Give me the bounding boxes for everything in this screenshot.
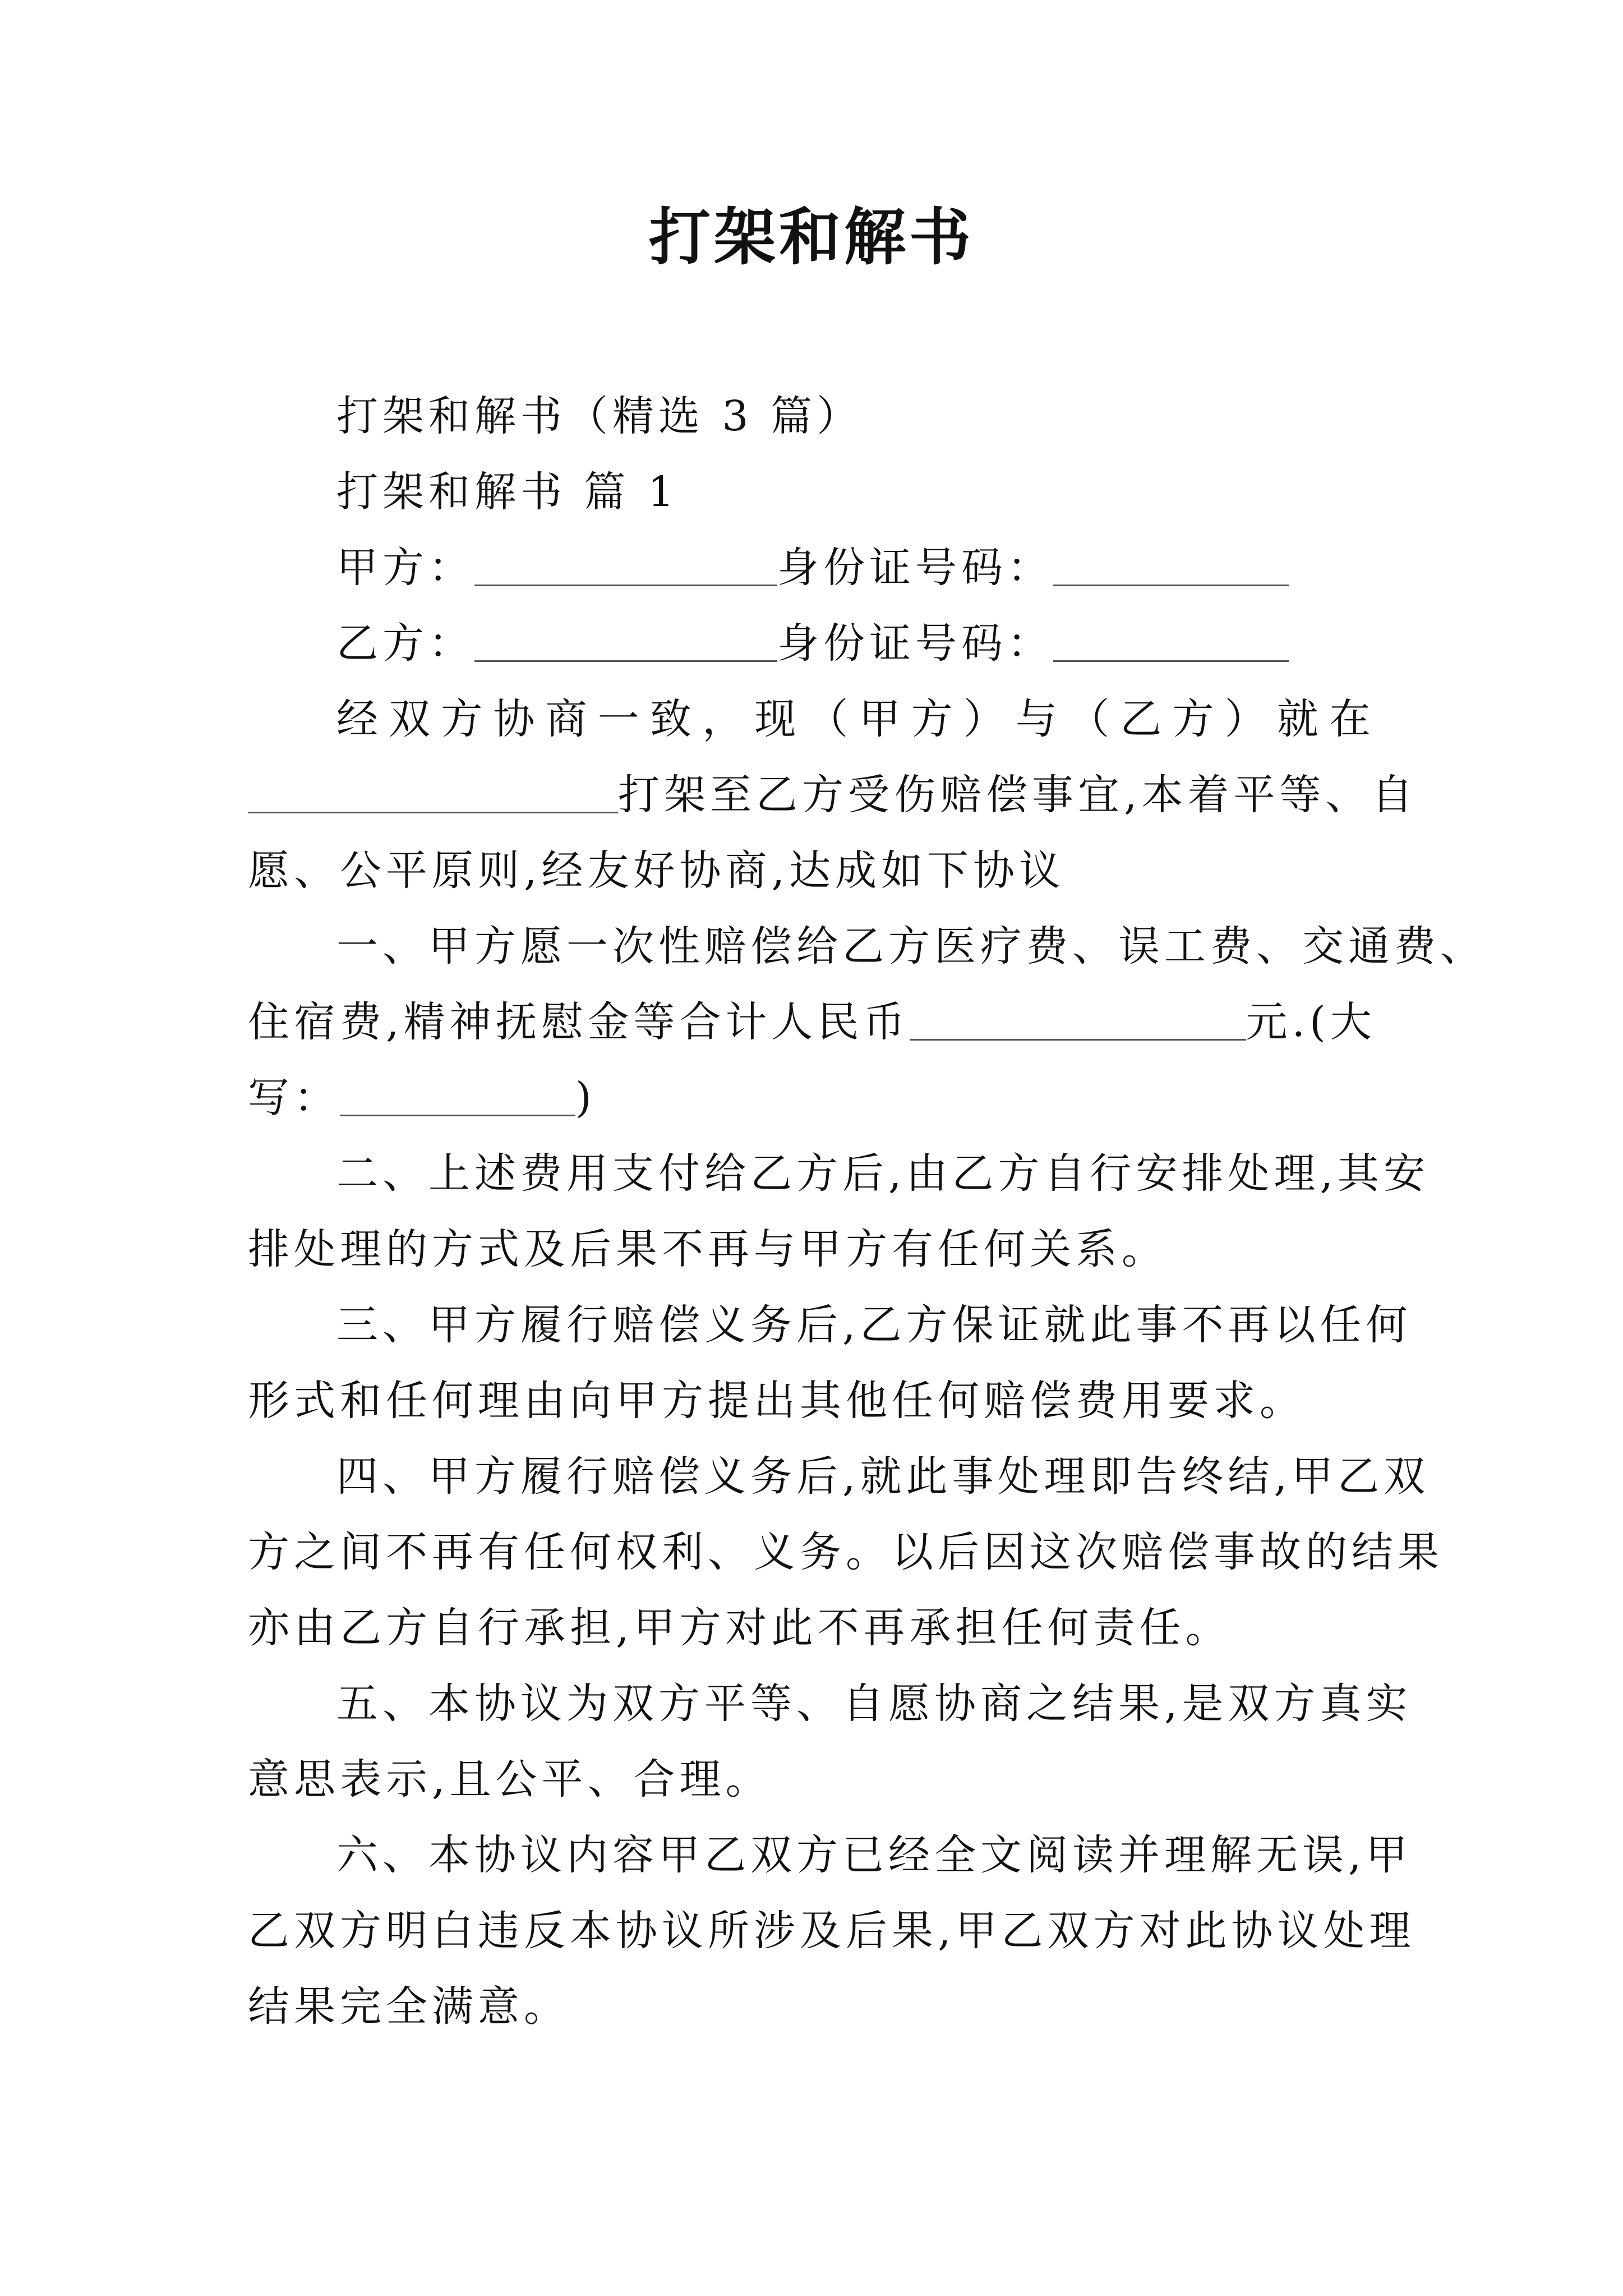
party-a-name-blank [474, 551, 777, 586]
clause-5-line-2: 意思表示,且公平、合理。 [248, 1755, 772, 1803]
clause-2-line-1: 二、上述费用支付给乙方后,由乙方自行安排处理,其安 [336, 1149, 1430, 1198]
amount-uppercase-blank [340, 1081, 575, 1116]
intro-line-1-char: （ [1068, 695, 1114, 743]
clause-3-line-2: 形式和任何理由向甲方提出其他任何赔偿费用要求。 [248, 1377, 1306, 1425]
clause-6-line-2: 乙双方明白违反本协议所涉及后果,甲乙双方对此协议处理 [248, 1907, 1415, 1955]
clause-4-line-2: 方之间不再有任何权利、义务。以后因这次赔偿事故的结果 [248, 1528, 1444, 1576]
intro-line-1-char: 在 [1329, 695, 1375, 743]
clause-1-line-1: 一、甲方愿一次性赔偿给乙方医疗费、误工费、交通费、 [336, 922, 1486, 970]
intro-line-1-char: ， [702, 695, 749, 743]
document-title: 打架和解书 [649, 201, 974, 273]
location-blank [248, 778, 618, 813]
intro-line-1-char: 商 [545, 695, 592, 743]
party-b-name-blank [474, 627, 777, 662]
clause-3-line-1: 三、甲方履行赔偿义务后,乙方保证就此事不再以任何 [336, 1301, 1412, 1349]
intro-line-1-char: 乙 [1120, 695, 1166, 743]
clause-1-line-2-tail: 元.(大 [1246, 998, 1376, 1046]
intro-line-1-char: 一 [597, 695, 644, 743]
intro-line-2 [248, 757, 1418, 833]
intro-line-2-text: 打架至乙方受伤赔偿事宜,本着平等、自 [618, 771, 1418, 819]
intro-line-1-char: 方 [911, 695, 957, 743]
intro-line-1-char: 就 [1276, 695, 1323, 743]
document-body [248, 379, 1486, 2045]
clause-6-line-3: 结果完全满意。 [248, 1982, 570, 2031]
intro-line-1-char: 现 [754, 695, 801, 743]
party-a-id-label: 身份证号码： [777, 544, 1053, 592]
party-b-row [248, 606, 1375, 682]
party-a-row [248, 530, 1375, 606]
subtitle: 打架和解书（精选 3 篇） [336, 392, 863, 440]
party-b-id-label: 身份证号码： [777, 619, 1053, 668]
party-a-id-blank [1053, 551, 1289, 586]
clause-1-line-3-head: 写： [248, 1074, 340, 1122]
clause-1-line-2-head: 住宿费,精神抚慰金等合计人民币 [248, 998, 910, 1046]
intro-line-1-char: ） [1224, 695, 1271, 743]
amount-blank [910, 1005, 1246, 1041]
clause-1-line-2 [248, 984, 1375, 1060]
intro-line-3: 愿、公平原则,经友好协商,达成如下协议 [248, 846, 1066, 895]
intro-line-1-char: 方 [441, 695, 487, 743]
clause-4-line-3: 亦由乙方自行承担,甲方对此不再承担任何责任。 [248, 1604, 1232, 1652]
intro-line-1-char: 甲 [859, 695, 905, 743]
clause-6-line-1: 六、本协议内容甲乙双方已经全文阅读并理解无误,甲 [336, 1831, 1412, 1879]
intro-line-1-char: 双 [389, 695, 435, 743]
intro-line-1 [248, 682, 1375, 757]
intro-line-1-char: ） [963, 695, 1009, 743]
clause-1-line-3 [248, 1060, 1375, 1136]
party-b-label: 乙方： [336, 619, 474, 668]
clause-1-line-3-tail: ) [575, 1074, 596, 1122]
intro-line-1-char: 致 [649, 695, 696, 743]
party-a-label: 甲方： [336, 544, 474, 592]
intro-line-1-char: 协 [493, 695, 540, 743]
section-heading: 打架和解书 篇 1 [336, 468, 679, 516]
party-b-id-blank [1053, 627, 1289, 662]
intro-line-1-char: 与 [1016, 695, 1062, 743]
intro-line-1-char: （ [806, 695, 853, 743]
clause-2-line-2: 排处理的方式及后果不再与甲方有任何关系。 [248, 1225, 1168, 1273]
clause-5-line-1: 五、本协议为双方平等、自愿协商之结果,是双方真实 [336, 1680, 1412, 1728]
intro-line-1-char: 经 [336, 695, 382, 743]
intro-line-1-char: 方 [1172, 695, 1219, 743]
clause-4-line-1: 四、甲方履行赔偿义务后,就此事处理即告终结,甲乙双 [336, 1452, 1430, 1501]
